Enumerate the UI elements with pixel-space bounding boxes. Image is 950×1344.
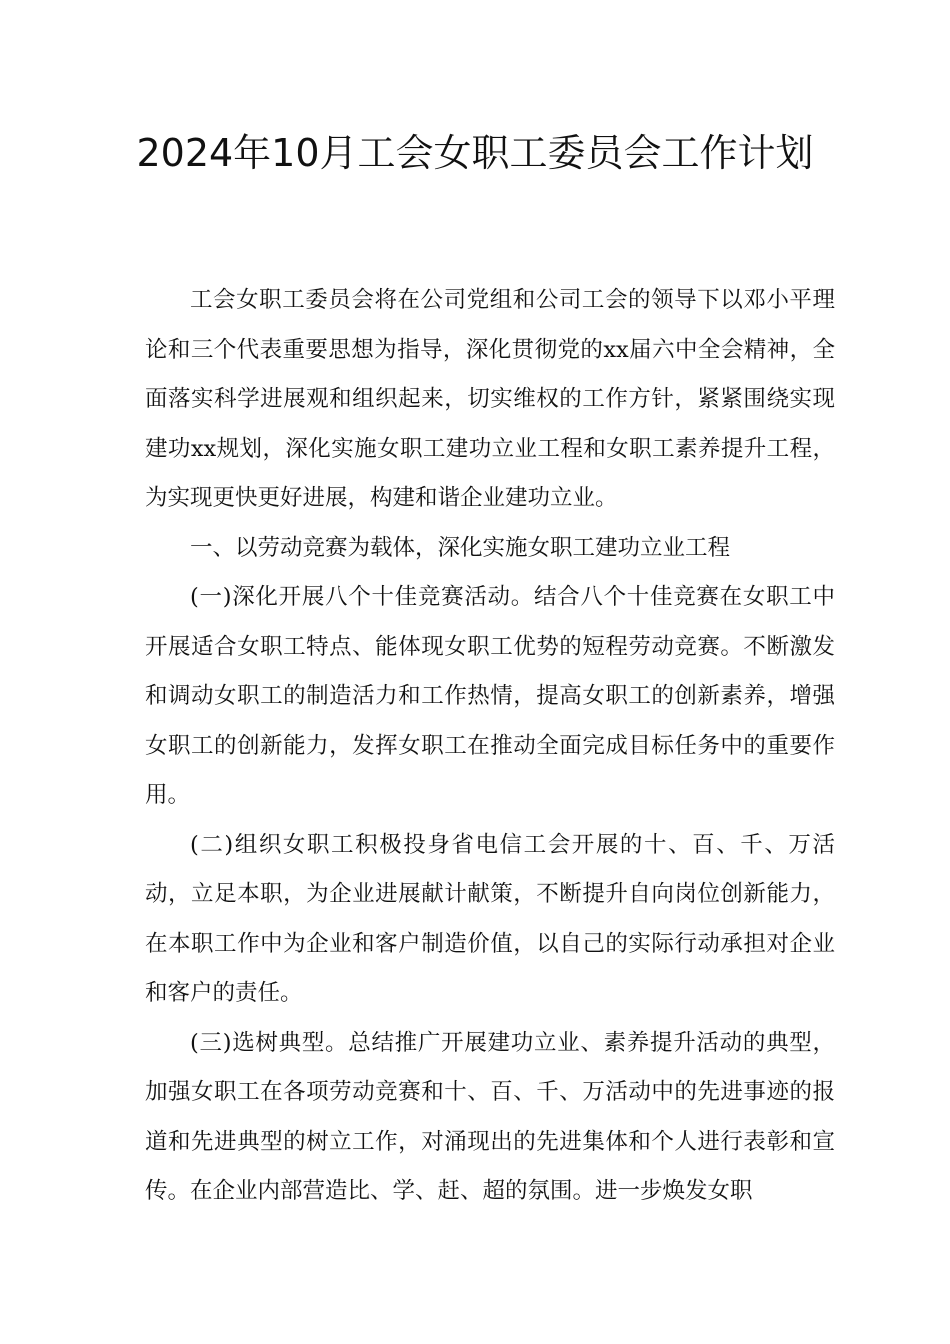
paragraph-intro: 工会女职工委员会将在公司党组和公司工会的领导下以邓小平理论和三个代表重要思想为指导，深化贯彻党的xx届六中全会精神，全面落实科学进展观和组织起来，切实维权的工作方针，紧紧围绕实现建功xx规划，深化实施女职工建功立业工程和女职工素养提升工程，为实现更快更好进展，构建和谐企业建功立业。 [145,287,835,511]
document-title: 2024年10月工会女职工委员会工作计划 [136,131,814,175]
paragraph-item-1: (一)深化开展八个十佳竞赛活动。结合八个十佳竞赛在女职工中开展适合女职工特点、能体现女职工优势的短程劳动竞赛。不断激发和调动女职工的制造活力和工作热情，提高女职工的创新素养，增强女职工的创新能力，发挥女职工在推动全面完成目标任务中的重要作用。 [145,584,835,808]
paragraph-item-2: (二)组织女职工积极投身省电信工会开展的十、百、千、万活动，立足本职，为企业进展献计献策，不断提升自向岗位创新能力，在本职工作中为企业和客户制造价值，以自己的实际行动承担对企业和客户的责任。 [145,831,835,1006]
section-heading-1: 一、以劳动竞赛为载体，深化实施女职工建功立业工程 [190,534,731,561]
document-body [145,276,835,1217]
paragraph-item-3: (三)选树典型。总结推广开展建功立业、素养提升活动的典型，加强女职工在各项劳动竞赛和十、百、千、万活动中的先进事迹的报道和先进典型的树立工作，对涌现出的先进集体和个人进行表彰和宣传。在企业内部营造比、学、赶、超的氛围。进一步焕发女职 [145,1029,835,1204]
